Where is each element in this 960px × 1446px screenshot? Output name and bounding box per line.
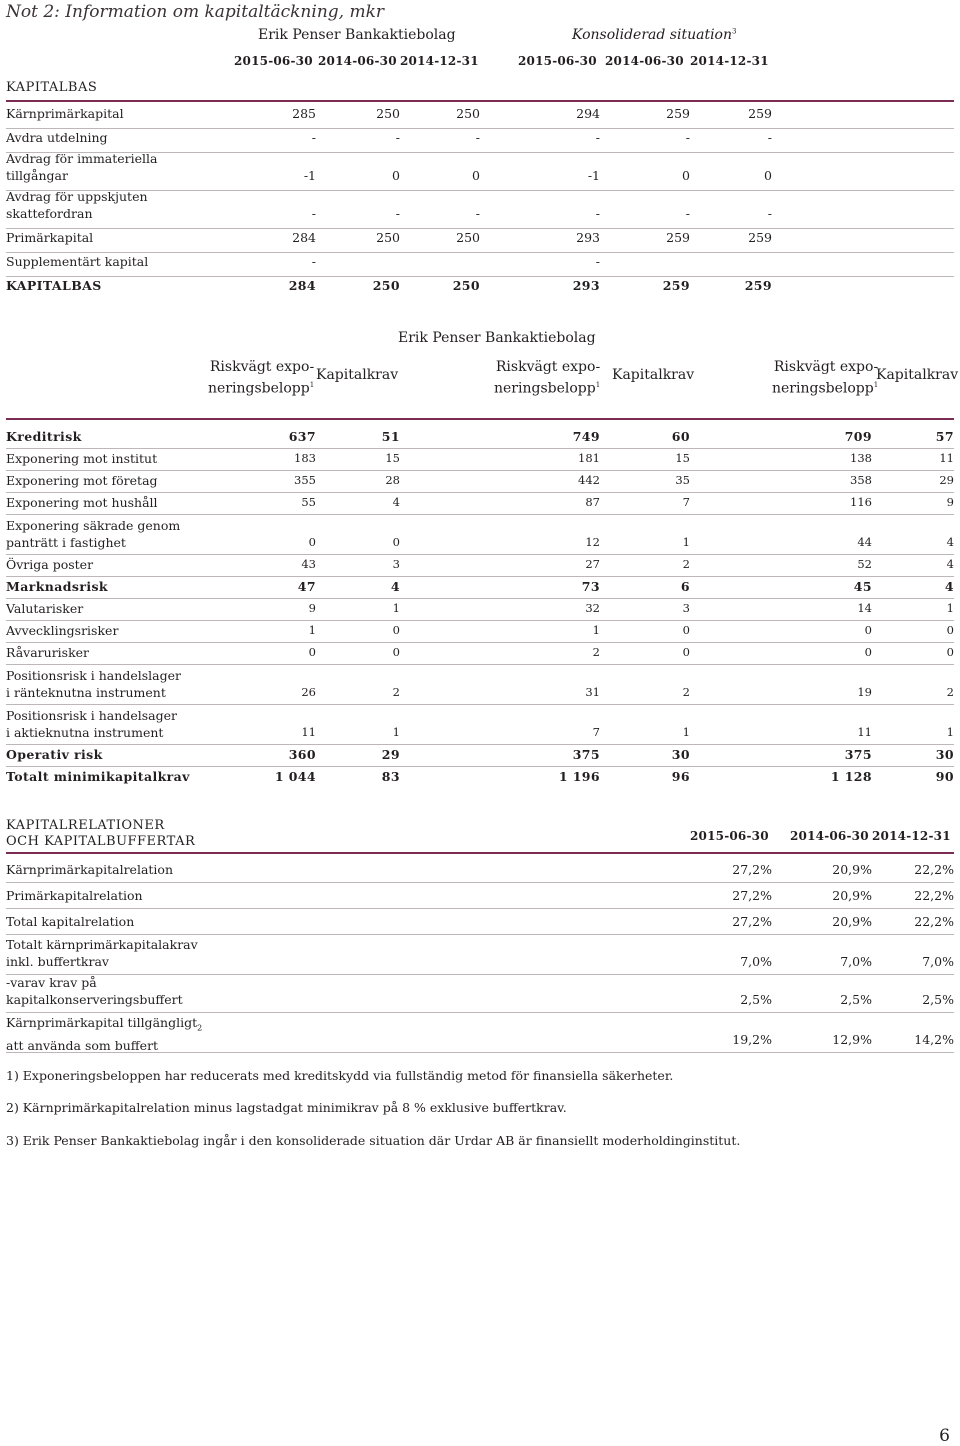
- cell-value: 0: [864, 623, 872, 637]
- cell-value: 1: [946, 601, 954, 615]
- cell-value: 11: [857, 725, 872, 739]
- cell-value: 19,2%: [732, 1032, 772, 1047]
- row-label: Råvarurisker: [6, 645, 90, 660]
- table-row: [6, 664, 954, 705]
- footnote-3: 3) Erik Penser Bankaktiebolag ingår i den konsoliderade situation där Urdar AB är finansiellt moderholdinginstitut.: [6, 1133, 741, 1148]
- cell-value: 250: [456, 230, 480, 245]
- cell-value: 7,0%: [922, 954, 954, 969]
- group-header-consolidated: Konsoliderad situation$^3$: [572, 27, 737, 43]
- row-label: Övriga poster: [6, 557, 94, 572]
- cell-value: 4: [946, 535, 954, 549]
- date-header: 2015-06-30: [690, 829, 769, 843]
- table-row: [6, 104, 954, 129]
- cell-value: 15: [675, 451, 690, 465]
- cell-value: 250: [456, 106, 480, 121]
- cell-value: 1: [392, 725, 400, 739]
- cell-value: 0: [764, 168, 772, 183]
- cell-value: 30: [671, 747, 690, 762]
- cell-value: 29: [939, 473, 954, 487]
- col-header-kk: Kapitalkrav: [316, 367, 399, 383]
- row-label: Avvecklingsrisker: [6, 623, 119, 638]
- cell-value: 60: [671, 429, 690, 444]
- group-header-bank: Erik Penser Bankaktiebolag: [258, 27, 456, 43]
- row-label: Totalt kärnprimärkapitalakrav inkl. buffertkrav: [6, 937, 198, 969]
- cell-value: 83: [381, 769, 400, 784]
- cell-value: 87: [585, 495, 600, 509]
- date-header: 2014-06-30: [318, 54, 397, 68]
- cell-value: 14: [857, 601, 872, 615]
- row-label: -varav krav på kapitalkonserveringsbuffert: [6, 975, 183, 1007]
- cell-value: -: [475, 130, 480, 145]
- page-number: 6: [939, 1426, 950, 1446]
- cell-value: 22,2%: [914, 862, 954, 877]
- cell-value: 284: [288, 278, 316, 293]
- table-row: [6, 576, 954, 599]
- cell-value: 284: [292, 230, 316, 245]
- cell-value: 1 196: [558, 769, 600, 784]
- cell-value: 11: [939, 451, 954, 465]
- cell-value: 442: [578, 473, 600, 487]
- cell-value: 4: [946, 557, 954, 571]
- cell-value: 1 044: [274, 769, 316, 784]
- cell-value: -: [595, 130, 600, 145]
- table-row: [6, 620, 954, 643]
- cell-value: 0: [472, 168, 480, 183]
- cell-value: 90: [935, 769, 954, 784]
- table-row: [6, 856, 954, 883]
- cell-value: 250: [372, 278, 400, 293]
- cell-value: 2: [592, 645, 600, 659]
- cell-value: 3: [392, 557, 400, 571]
- date-header: 2015-06-30: [234, 54, 313, 68]
- row-label: Kreditrisk: [6, 429, 82, 444]
- cell-value: 7: [592, 725, 600, 739]
- cell-value: -1: [587, 168, 600, 183]
- cell-value: 1: [392, 601, 400, 615]
- row-label: Positionsrisk i handelslager i ränteknutna instrument: [6, 668, 181, 700]
- table-row: [6, 252, 954, 277]
- cell-value: 27,2%: [732, 862, 772, 877]
- section-divider-2: [6, 418, 954, 420]
- cell-value: 7: [682, 495, 690, 509]
- row-label: Valutarisker: [6, 601, 84, 616]
- table-row: [6, 974, 954, 1013]
- table-row: [6, 228, 954, 253]
- cell-value: -: [595, 254, 600, 269]
- row-label: Operativ risk: [6, 747, 103, 762]
- cell-value: 20,9%: [832, 862, 872, 877]
- table-row: [6, 514, 954, 555]
- row-label: Kärnprimärkapital: [6, 106, 124, 121]
- date-header: 2014-12-31: [872, 829, 951, 843]
- row-label: KAPITALBAS: [6, 278, 102, 293]
- cell-value: 9: [946, 495, 954, 509]
- row-label: Total kapitalrelation: [6, 914, 135, 929]
- cell-value: 15: [385, 451, 400, 465]
- cell-value: 51: [381, 429, 400, 444]
- row-label: Marknadsrisk: [6, 579, 108, 594]
- date-header: 2014-12-31: [690, 54, 769, 68]
- cell-value: 259: [748, 230, 772, 245]
- cell-value: 0: [392, 645, 400, 659]
- cell-value: 293: [572, 278, 600, 293]
- cell-value: 749: [572, 429, 600, 444]
- kapitalbas-heading: KAPITALBAS: [6, 80, 98, 95]
- cell-value: 375: [572, 747, 600, 762]
- cell-value: 45: [853, 579, 872, 594]
- cell-value: 259: [744, 278, 772, 293]
- row-label: Avdrag för immateriella tillgångar: [6, 151, 158, 183]
- cell-value: 138: [850, 451, 872, 465]
- table-row: [6, 1012, 954, 1053]
- col-header-rw: Riskvägt expo- neringsbelopp$^1$: [208, 359, 315, 397]
- row-label: Primärkapitalrelation: [6, 888, 143, 903]
- cell-value: 360: [288, 747, 316, 762]
- table-row: [6, 276, 954, 300]
- cell-value: -: [685, 130, 690, 145]
- cell-value: 0: [682, 645, 690, 659]
- cell-value: -: [311, 130, 316, 145]
- cell-value: 6: [680, 579, 690, 594]
- row-label: Exponering mot hushåll: [6, 495, 158, 510]
- cell-value: 1: [592, 623, 600, 637]
- cell-value: 0: [392, 623, 400, 637]
- cell-value: 22,2%: [914, 914, 954, 929]
- cell-value: -: [311, 206, 316, 221]
- cell-value: 26: [301, 685, 316, 699]
- table-row: [6, 908, 954, 935]
- cell-value: 12,9%: [832, 1032, 872, 1047]
- table-row: [6, 492, 954, 515]
- cell-value: 9: [308, 601, 316, 615]
- cell-value: -1: [303, 168, 316, 183]
- cell-value: -: [475, 206, 480, 221]
- table-row: [6, 152, 954, 191]
- cell-value: 55: [301, 495, 316, 509]
- table-row: [6, 642, 954, 665]
- col-header-kk: Kapitalkrav: [612, 367, 695, 383]
- cell-value: 250: [376, 106, 400, 121]
- cell-value: 0: [946, 623, 954, 637]
- cell-value: 57: [935, 429, 954, 444]
- cell-value: 1: [946, 725, 954, 739]
- cell-value: 7,0%: [740, 954, 772, 969]
- group-header-bank-2: Erik Penser Bankaktiebolag: [398, 330, 596, 346]
- cell-value: 4: [392, 495, 400, 509]
- date-header: 2015-06-30: [518, 54, 597, 68]
- cell-value: 294: [576, 106, 600, 121]
- row-label: Positionsrisk i handelsager i aktieknutna instrument: [6, 708, 177, 740]
- cell-value: 20,9%: [832, 888, 872, 903]
- cell-value: 355: [294, 473, 316, 487]
- row-label: Totalt minimikapitalkrav: [6, 769, 190, 784]
- cell-value: -: [311, 254, 316, 269]
- cell-value: 27: [585, 557, 600, 571]
- cell-value: 31: [585, 685, 600, 699]
- table-row: [6, 598, 954, 621]
- row-label: Exponering säkrade genom panträtt i fastighet: [6, 518, 181, 550]
- cell-value: 250: [376, 230, 400, 245]
- cell-value: 2: [946, 685, 954, 699]
- cell-value: 2,5%: [740, 992, 772, 1007]
- section-divider: [6, 100, 954, 102]
- cell-value: 3: [682, 601, 690, 615]
- ratios-heading: KAPITALRELATIONER OCH KAPITALBUFFERTAR: [6, 818, 196, 849]
- cell-value: 375: [844, 747, 872, 762]
- cell-value: 1: [682, 535, 690, 549]
- cell-value: 19: [857, 685, 872, 699]
- table-row: [6, 704, 954, 745]
- table-row: [6, 882, 954, 909]
- row-label: Kärnprimärkapitalrelation: [6, 862, 173, 877]
- cell-value: 22,2%: [914, 888, 954, 903]
- cell-value: 0: [682, 623, 690, 637]
- cell-value: 4: [944, 579, 954, 594]
- cell-value: 2,5%: [922, 992, 954, 1007]
- cell-value: 27,2%: [732, 914, 772, 929]
- cell-value: -: [595, 206, 600, 221]
- footnote-1: 1) Exponeringsbeloppen har reducerats med kreditskydd via fullständig metod för finansiella säkerheter.: [6, 1068, 674, 1083]
- cell-value: 1: [682, 725, 690, 739]
- cell-value: 4: [390, 579, 400, 594]
- footnote-2: 2) Kärnprimärkapitalrelation minus lagstadgat minimikrav på 8 % exklusive buffertkrav.: [6, 1100, 567, 1115]
- cell-value: 0: [864, 645, 872, 659]
- cell-value: 2: [682, 557, 690, 571]
- cell-value: 358: [850, 473, 872, 487]
- cell-value: -: [767, 206, 772, 221]
- cell-value: 709: [844, 429, 872, 444]
- cell-value: -: [767, 130, 772, 145]
- cell-value: 183: [294, 451, 316, 465]
- table-row: [6, 554, 954, 577]
- table-row: [6, 190, 954, 229]
- row-label: Exponering mot företag: [6, 473, 158, 488]
- row-label: Primärkapital: [6, 230, 94, 245]
- cell-value: 96: [671, 769, 690, 784]
- cell-value: 0: [682, 168, 690, 183]
- row-label: Avdra utdelning: [6, 130, 108, 145]
- cell-value: 29: [381, 747, 400, 762]
- cell-value: 1 128: [830, 769, 872, 784]
- cell-value: 637: [288, 429, 316, 444]
- cell-value: 35: [675, 473, 690, 487]
- cell-value: 0: [392, 168, 400, 183]
- col-header-rw: Riskvägt expo- neringsbelopp$^1$: [494, 359, 601, 397]
- cell-value: 12: [585, 535, 600, 549]
- cell-value: 259: [662, 278, 690, 293]
- date-header: 2014-06-30: [790, 829, 869, 843]
- table-row: [6, 934, 954, 975]
- cell-value: 250: [452, 278, 480, 293]
- table-row: [6, 470, 954, 493]
- cell-value: 259: [666, 230, 690, 245]
- row-label: Kärnprimärkapital tillgängligt$_2$ att använda som buffert: [6, 1015, 203, 1053]
- cell-value: 1: [308, 623, 316, 637]
- cell-value: 0: [946, 645, 954, 659]
- cell-value: 259: [666, 106, 690, 121]
- section-divider-3: [6, 852, 954, 854]
- cell-value: 52: [857, 557, 872, 571]
- cell-value: 293: [576, 230, 600, 245]
- cell-value: 20,9%: [832, 914, 872, 929]
- cell-value: 116: [850, 495, 872, 509]
- cell-value: 47: [297, 579, 316, 594]
- cell-value: 181: [578, 451, 600, 465]
- row-label: Exponering mot institut: [6, 451, 158, 466]
- col-header-kk: Kapitalkrav: [876, 367, 959, 383]
- row-label: Avdrag för uppskjuten skattefordran: [6, 189, 148, 221]
- cell-value: 27,2%: [732, 888, 772, 903]
- cell-value: -: [395, 130, 400, 145]
- cell-value: 43: [301, 557, 316, 571]
- cell-value: 73: [581, 579, 600, 594]
- page-title: Not 2: Information om kapitaltäckning, mkr: [6, 2, 385, 22]
- table-row: [6, 424, 954, 449]
- cell-value: 11: [301, 725, 316, 739]
- table-row: [6, 766, 954, 788]
- col-header-rw: Riskvägt expo- neringsbelopp$^1$: [772, 359, 879, 397]
- cell-value: 44: [857, 535, 872, 549]
- cell-value: 7,0%: [840, 954, 872, 969]
- cell-value: -: [685, 206, 690, 221]
- cell-value: 0: [308, 535, 316, 549]
- date-header: 2014-12-31: [400, 54, 479, 68]
- row-label: Supplementärt kapital: [6, 254, 149, 269]
- cell-value: 2: [392, 685, 400, 699]
- cell-value: 14,2%: [914, 1032, 954, 1047]
- cell-value: 259: [748, 106, 772, 121]
- cell-value: 2: [682, 685, 690, 699]
- date-header: 2014-06-30: [605, 54, 684, 68]
- cell-value: 0: [392, 535, 400, 549]
- cell-value: 30: [935, 747, 954, 762]
- cell-value: 0: [308, 645, 316, 659]
- table-row: [6, 744, 954, 767]
- cell-value: 28: [385, 473, 400, 487]
- cell-value: 2,5%: [840, 992, 872, 1007]
- cell-value: -: [395, 206, 400, 221]
- cell-value: 285: [292, 106, 316, 121]
- table-row: [6, 448, 954, 471]
- cell-value: 32: [585, 601, 600, 615]
